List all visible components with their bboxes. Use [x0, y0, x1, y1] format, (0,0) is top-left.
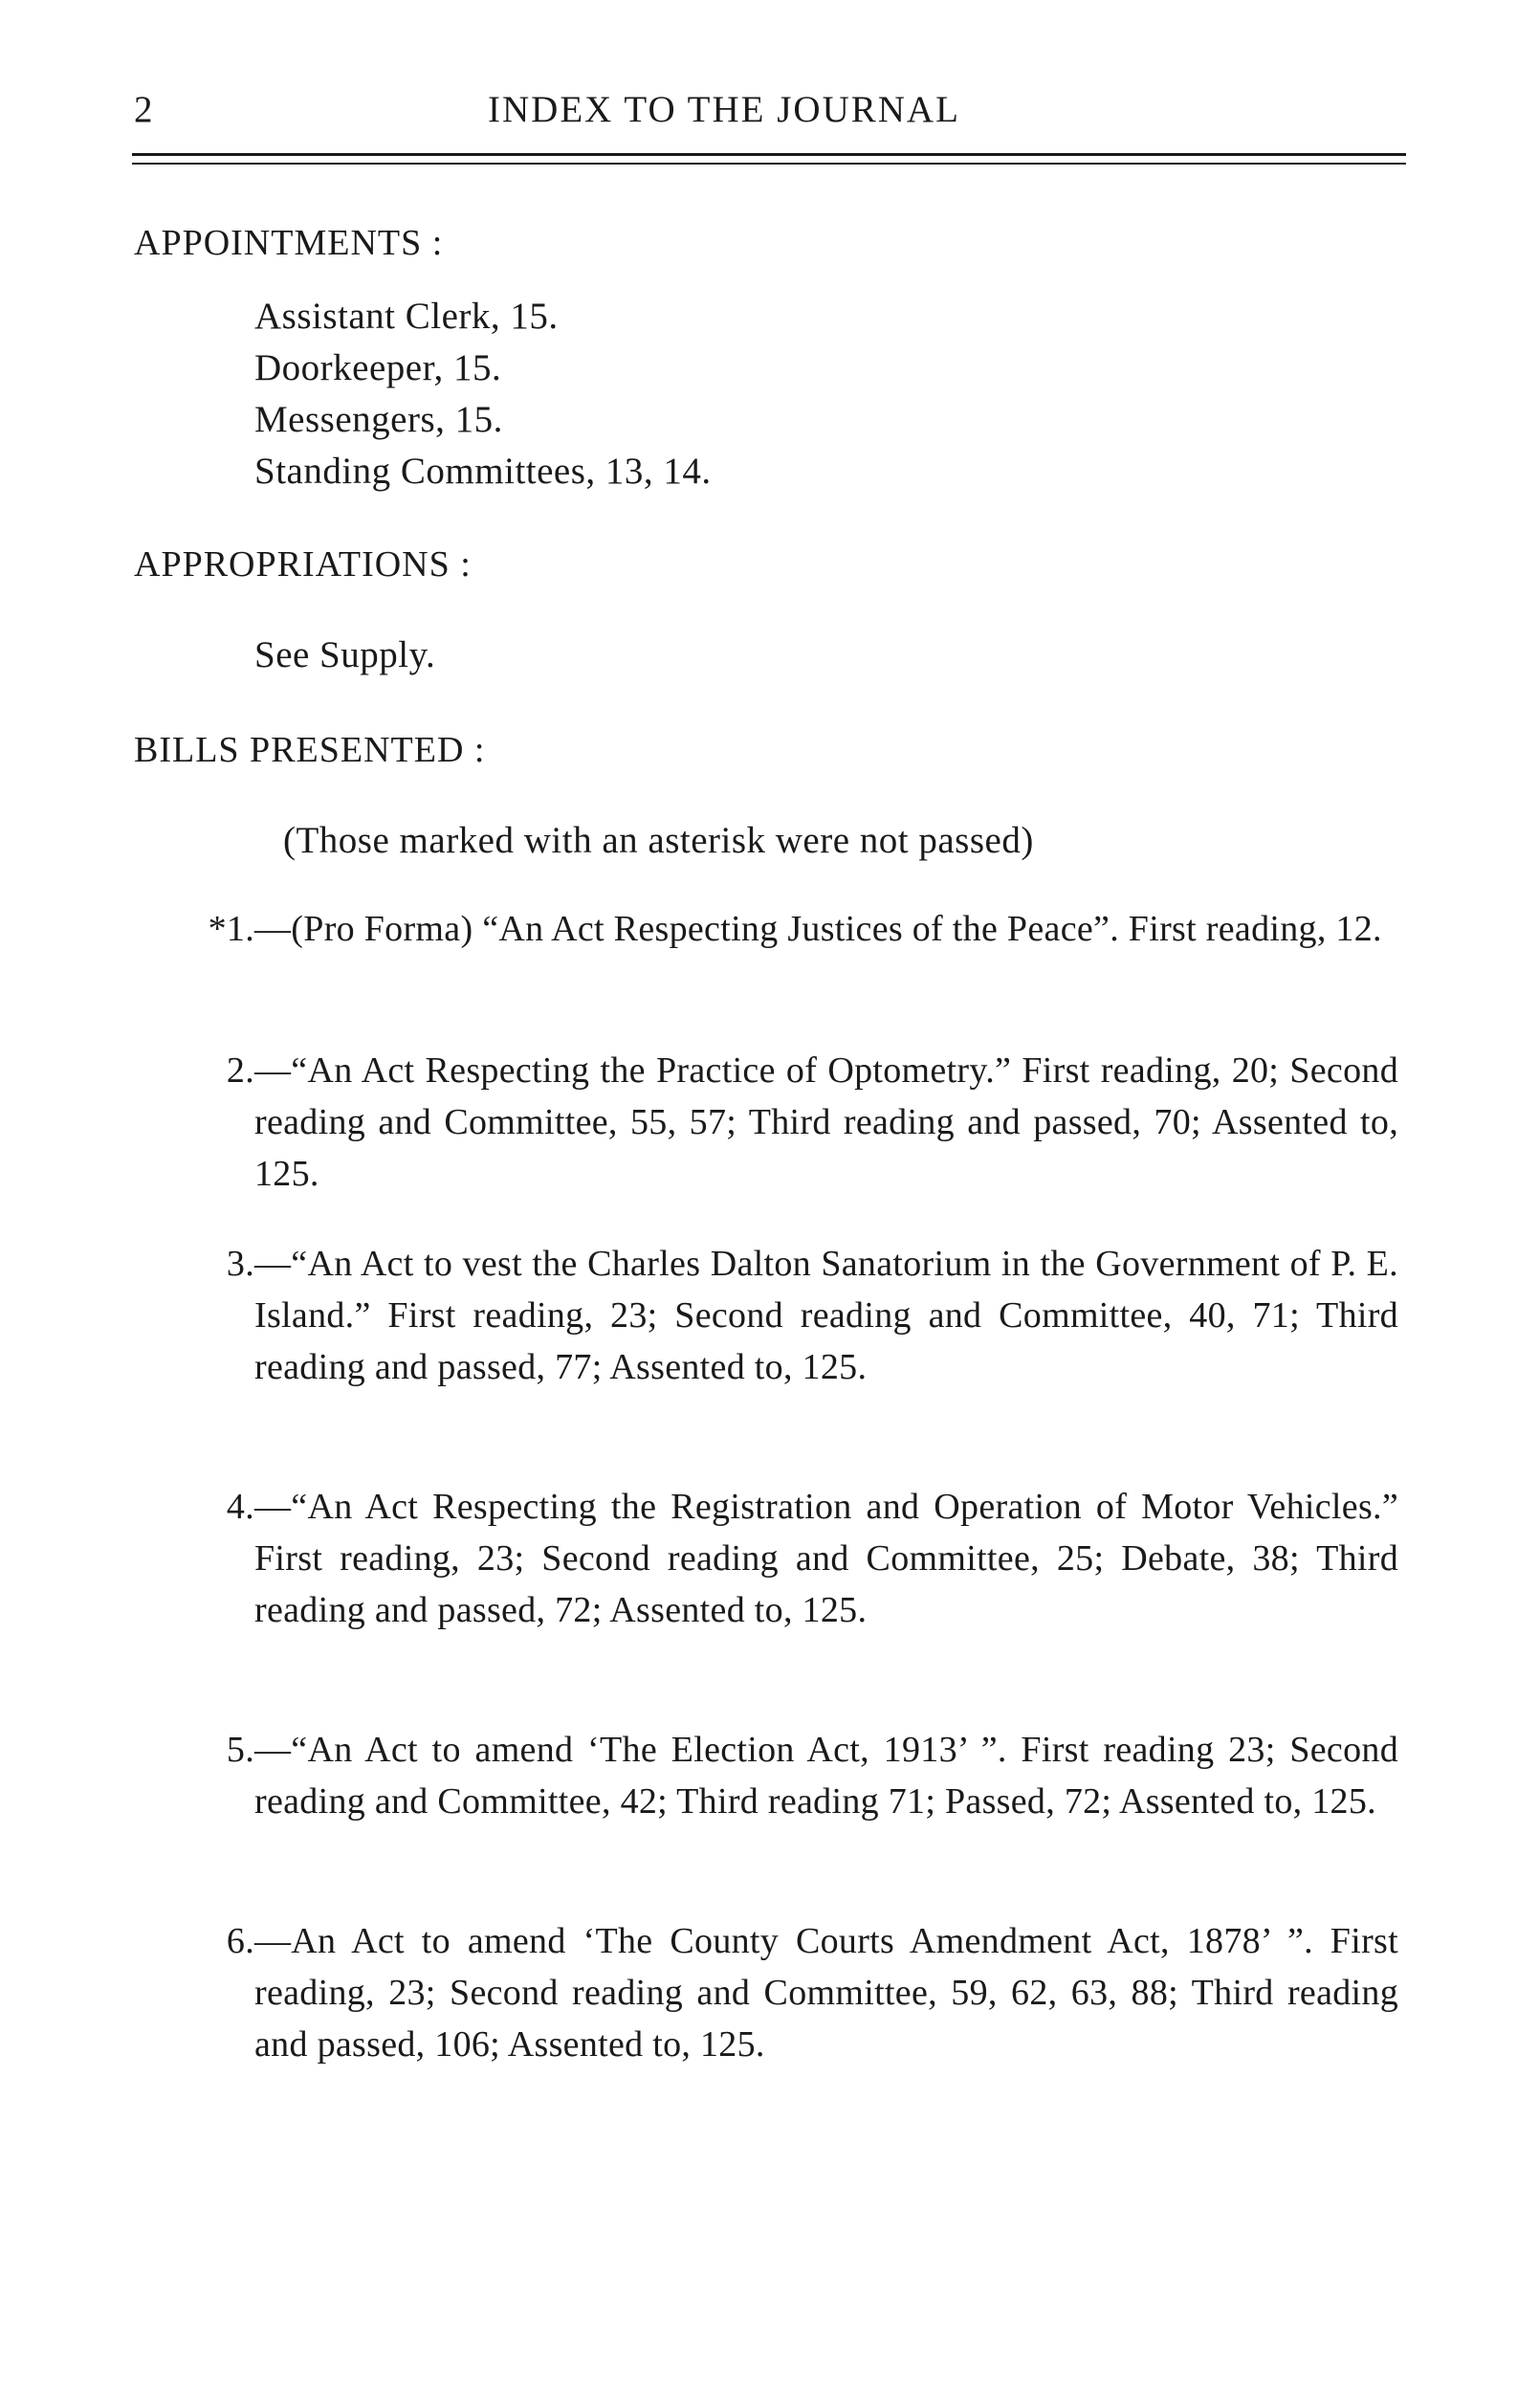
section-heading-bills: BILLS PRESENTED :	[134, 730, 486, 770]
bill-number: 4.	[226, 1487, 254, 1527]
bill-number: *1.	[208, 909, 254, 949]
running-head	[134, 88, 1406, 145]
index-entry: Standing Committees, 13, 14.	[254, 451, 712, 492]
bill-entry-1	[163, 903, 1398, 955]
bill-text: —(Pro Forma) “An Act Respecting Justices of the Peace”. First reading, 12.	[254, 909, 1382, 949]
bill-number: 5.	[226, 1730, 254, 1770]
bills-note: (Those marked with an asterisk were not passed)	[283, 820, 1034, 861]
running-head-title: INDEX TO THE JOURNAL	[488, 89, 960, 130]
index-entry: Assistant Clerk, 15.	[254, 296, 559, 337]
header-rule-thin	[132, 163, 1406, 165]
bill-entry-3	[163, 1238, 1398, 1393]
bill-number: 2.	[226, 1050, 254, 1091]
bill-text: —“An Act Respecting the Registration and Operation of Motor Vehicles.” First reading, 23; Second reading and Committee, 25; Debate, 38; Third reading and passed, 72; Assented to, 125.	[254, 1487, 1398, 1630]
bill-entry-2	[163, 1045, 1398, 1200]
section-heading-appropriations: APPROPRIATIONS :	[134, 544, 472, 585]
bill-entry-5	[163, 1724, 1398, 1827]
bill-text: —“An Act to amend ‘The Election Act, 1913’ ”. First reading 23; Second reading and Committee, 42; Third reading 71; Passed, 72; Assented to, 125.	[254, 1730, 1398, 1822]
bill-number: 3.	[226, 1244, 254, 1284]
bill-entry-6	[163, 1915, 1398, 2070]
bill-text: —“An Act to vest the Charles Dalton Sanatorium in the Government of P. E. Island.” First reading, 23; Second reading and Committee, 40, 71; Third reading and passed, 77; Assented to, 125.	[254, 1244, 1398, 1387]
section-heading-appointments: APPOINTMENTS :	[134, 223, 444, 263]
bill-text: —“An Act Respecting the Practice of Optometry.” First reading, 20; Second reading and Committee, 55, 57; Third reading and passed, 70; Assented to, 125.	[254, 1050, 1398, 1194]
index-entry: See Supply.	[254, 634, 436, 675]
header-rule-thick	[132, 153, 1406, 156]
page-number: 2	[134, 89, 154, 130]
bill-text: —An Act to amend ‘The County Courts Amendment Act, 1878’ ”. First reading, 23; Second reading and Committee, 59, 62, 63, 88; Third reading and passed, 106; Assented to, 125.	[254, 1921, 1398, 2065]
index-entry: Doorkeeper, 15.	[254, 347, 502, 388]
bill-entry-4	[163, 1481, 1398, 1636]
bill-number: 6.	[226, 1921, 254, 1961]
index-entry: Messengers, 15.	[254, 399, 503, 440]
